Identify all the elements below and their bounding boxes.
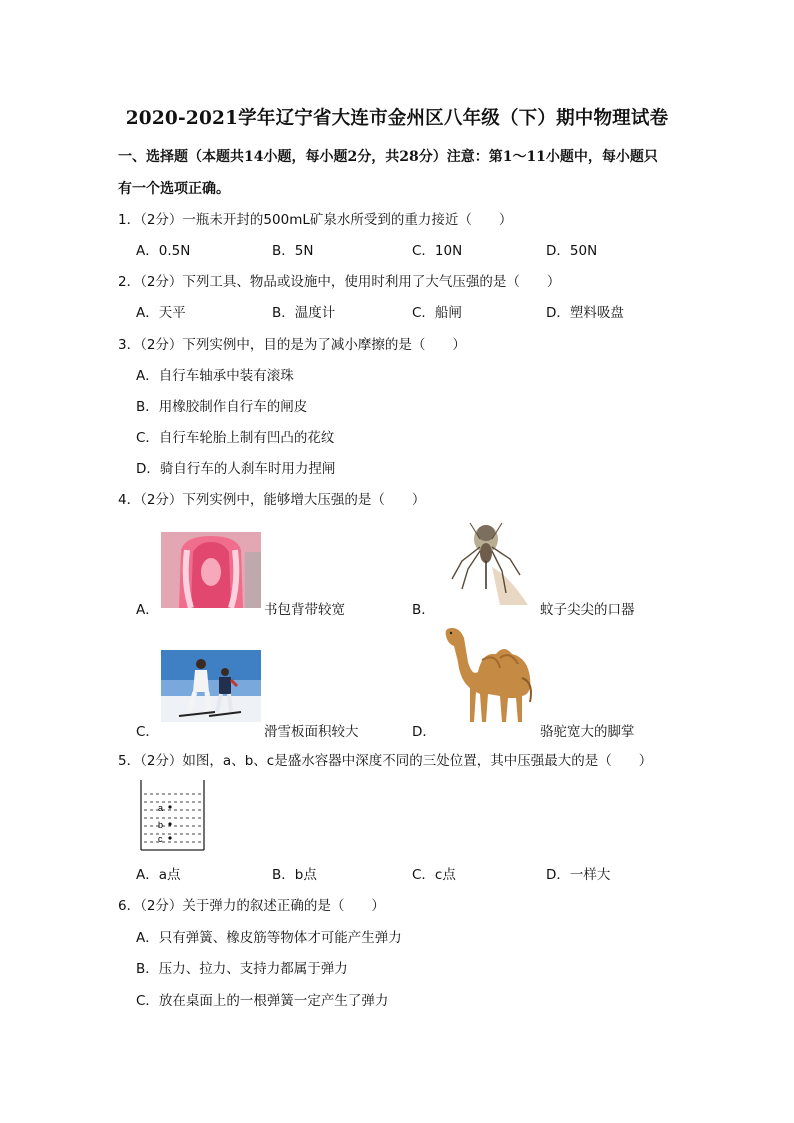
question-1-stem: 1．（2分）一瓶未开封的500mL矿泉水所受到的重力接近（ ） [118,212,513,228]
q5-option-c: C．c点 [412,867,456,883]
q4-caption-b: 蚊子尖尖的口器 [540,602,635,618]
q5-option-d: D．一样大 [546,867,611,883]
q4-option-c: C． [136,724,159,740]
q4-caption-a: 书包背带较宽 [264,602,345,618]
q5-option-a: A．a点 [136,867,181,883]
q4-option-b: B． [412,602,435,618]
section-heading-line2: 有一个选项正确。 [118,181,230,197]
q1-option-d: D．50N [546,243,598,259]
q4-option-d: D． [412,724,436,740]
q2-option-b: B．温度计 [272,305,336,321]
water-container-figure [138,778,208,852]
q3-option-d: D．骑自行车的人刹车时用力捏闸 [136,461,336,477]
q4-option-a: A． [136,602,159,618]
q2-option-c: C．船闸 [412,305,462,321]
skiers-image [161,650,261,722]
point-a-label: a [158,803,164,813]
page-title: 2020-2021学年辽宁省大连市金州区八年级（下）期中物理试卷 [125,108,669,129]
point-c-label: c [158,834,163,844]
question-4-stem: 4．（2分）下列实例中，能够增大压强的是（ ） [118,492,426,508]
q6-option-c: C．放在桌面上的一根弹簧一定产生了弹力 [136,993,389,1009]
q5-option-b: B．b点 [272,867,317,883]
q2-option-a: A．天平 [136,305,186,321]
q3-option-c: C．自行车轮胎上制有凹凸的花纹 [136,430,335,446]
q4-caption-c: 滑雪板面积较大 [264,724,359,740]
mosquito-image [440,517,532,607]
section-heading-line1: 一、选择题（本题共14小题，每小题2分，共28分）注意：第1～11小题中，每小题只 [118,149,658,165]
q1-option-b: B．5N [272,243,314,259]
q1-option-c: C．10N [412,243,463,259]
q2-option-d: D．塑料吸盘 [546,305,624,321]
q3-option-a: A．自行车轴承中装有滚珠 [136,368,294,384]
q1-option-a: A．0.5N [136,243,191,259]
q3-option-b: B．用橡胶制作自行车的闸皮 [136,399,308,415]
question-6-stem: 6．（2分）关于弹力的叙述正确的是（ ） [118,898,385,914]
question-2-stem: 2．（2分）下列工具、物品或设施中，使用时利用了大气压强的是（ ） [118,274,561,290]
question-5-stem: 5．（2分）如图，a、b、c是盛水容器中深度不同的三处位置，其中压强最大的是（ ） [118,753,653,769]
point-b-label: b [158,820,164,830]
q6-option-a: A．只有弹簧、橡皮筋等物体才可能产生弹力 [136,930,402,946]
q4-caption-d: 骆驼宽大的脚掌 [540,724,635,740]
question-3-stem: 3．（2分）下列实例中，目的是为了减小摩擦的是（ ） [118,337,466,353]
q6-option-b: B．压力、拉力、支持力都属于弹力 [136,961,348,977]
camel-image [438,622,538,728]
backpack-image [161,532,261,608]
